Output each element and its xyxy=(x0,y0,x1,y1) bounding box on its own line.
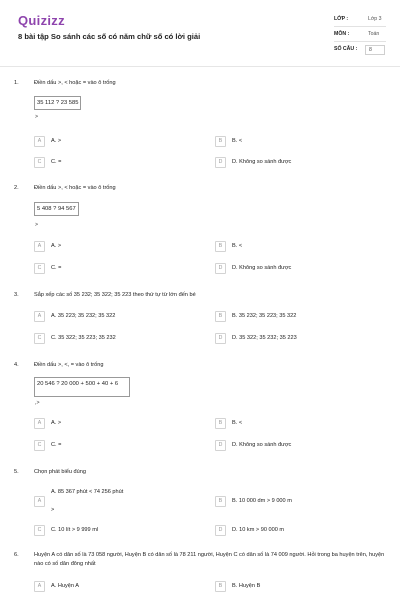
question-number: 6. xyxy=(14,552,19,558)
option-letter-box: D xyxy=(215,157,226,168)
option-text: D. Không so sánh được xyxy=(232,442,292,448)
option-text: D. 10 km > 90 000 m xyxy=(232,527,285,533)
option-text: C. = xyxy=(51,442,62,448)
option-text: A. 35 223; 35 232; 35 322 xyxy=(51,313,116,319)
option-text: B. < xyxy=(232,243,243,249)
worksheet-header xyxy=(0,0,400,66)
question-text: Điền dấu >, < hoặc = vào ô trống xyxy=(34,185,116,191)
option-text-secondary: > xyxy=(51,507,55,513)
option-text: C. 35 322; 35 223; 35 232 xyxy=(51,335,116,341)
option-letter-box: A xyxy=(34,496,45,507)
option-letter-box: C xyxy=(34,157,45,168)
question-number: 1. xyxy=(14,80,19,86)
option-letter-box: B xyxy=(215,581,226,592)
option-letter-box: C xyxy=(34,440,45,451)
quizizz-logo: Quizizz xyxy=(18,13,65,28)
meta-grade-value: Lớp 3 xyxy=(368,16,382,22)
meta-count-label: SỐ CÂU : xyxy=(334,46,358,52)
option-letter-box: D xyxy=(215,333,226,344)
option-text: A. > xyxy=(51,420,62,426)
option-text: B. 35 232; 35 223; 35 322 xyxy=(232,313,297,319)
option-letter-box: C xyxy=(34,525,45,536)
question-text: Chọn phát biểu đúng xyxy=(34,469,86,475)
option-text: A. > xyxy=(51,243,62,249)
option-letter-box: A xyxy=(34,136,45,147)
question-tail: ,> xyxy=(35,400,40,406)
option-letter-box: C xyxy=(34,263,45,274)
option-text: A. 85 367 phút < 74 256 phút xyxy=(51,489,124,495)
option-text: C. = xyxy=(51,265,62,271)
option-letter-box: C xyxy=(34,333,45,344)
question-text: Huyện A có dân số là 73 058 người, Huyện B có dân số là 78 211 người, Huyện C có dân số là 74 009 người. Hỏi trong ba huyện trên, huyện nào có số dân đông nhất xyxy=(34,552,385,567)
option-letter-box: B xyxy=(215,418,226,429)
option-text: B. < xyxy=(232,420,243,426)
option-letter-box: D xyxy=(215,525,226,536)
question-count-box: 8 xyxy=(365,45,385,55)
option-letter-box: A xyxy=(34,581,45,592)
question-text: Điền dấu >, <, = vào ô trống xyxy=(34,362,104,368)
question-number: 3. xyxy=(14,292,19,298)
question-text: Sắp xếp các số 35 232; 35 322; 35 223 theo thứ tự từ lớn đến bé xyxy=(34,292,196,298)
option-text: A. > xyxy=(51,138,62,144)
option-letter-box: D xyxy=(215,440,226,451)
meta-subject-value: Toán xyxy=(368,31,380,37)
option-text: B. Huyện B xyxy=(232,583,261,589)
question-tail: > xyxy=(35,114,39,120)
question-number: 5. xyxy=(14,469,19,475)
worksheet-title: 8 bài tập So sánh các số có năm chữ số có lời giải xyxy=(18,32,201,41)
option-text: C. = xyxy=(51,159,62,165)
option-text: C. 10 lít > 9 999 ml xyxy=(51,527,99,533)
question-text: Điền dấu >, < hoặc = vào ô trống xyxy=(34,80,116,86)
expression-box: 35 112 ? 23 585 xyxy=(34,96,81,110)
meta-divider xyxy=(334,41,386,42)
meta-subject-label: MÔN : xyxy=(334,31,350,37)
option-text: D. Không so sánh được xyxy=(232,265,292,271)
option-letter-box: B xyxy=(215,496,226,507)
question-tail: > xyxy=(35,222,39,228)
option-letter-box: D xyxy=(215,263,226,274)
option-letter-box: A xyxy=(34,241,45,252)
header-divider xyxy=(0,66,400,67)
option-text: A. Huyện A xyxy=(51,583,79,589)
option-letter-box: A xyxy=(34,311,45,322)
expression-box: 20 546 ? 20 000 + 500 + 40 + 6 xyxy=(34,377,130,397)
option-text: B. < xyxy=(232,138,243,144)
question-number: 4. xyxy=(14,362,19,368)
meta-divider xyxy=(334,26,386,27)
option-text: D. Không so sánh được xyxy=(232,159,292,165)
option-text: B. 10 000 dm > 9 000 m xyxy=(232,498,292,504)
option-letter-box: A xyxy=(34,418,45,429)
option-text: D. 35 322; 35 232; 35 223 xyxy=(232,335,297,341)
meta-grade-label: LỚP : xyxy=(334,16,349,22)
expression-box: 5 408 ? 94 567 xyxy=(34,202,79,216)
option-letter-box: B xyxy=(215,241,226,252)
option-letter-box: B xyxy=(215,136,226,147)
question-number: 2. xyxy=(14,185,19,191)
option-letter-box: B xyxy=(215,311,226,322)
